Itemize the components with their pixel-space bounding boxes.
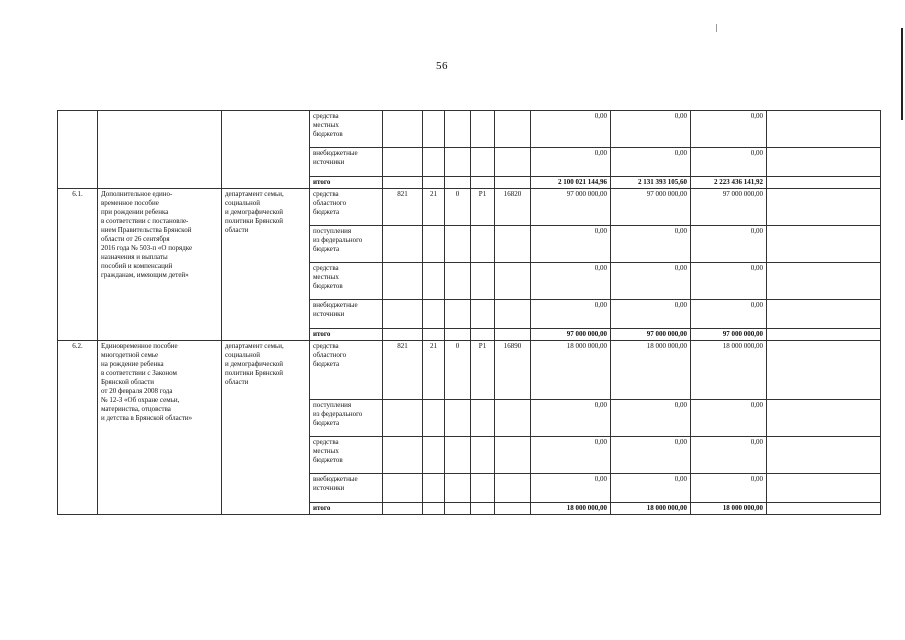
amount-year-1: 18 000 000,00 (531, 341, 611, 400)
total-label: итого (310, 329, 383, 341)
amount-year-1: 0,00 (531, 111, 611, 148)
amount-year-2: 0,00 (611, 400, 691, 437)
page-number: 56 (436, 60, 448, 72)
total-label: итого (310, 177, 383, 189)
amount-year-2: 0,00 (611, 226, 691, 263)
total-year-2: 97 000 000,00 (611, 329, 691, 341)
funding-source: средства местных бюджетов (310, 437, 383, 474)
amount-year-3: 97 000 000,00 (691, 189, 767, 226)
item-name: Единовременное пособие многодетной семье на рождение ребенка в соответствии с Законом Брянской области от 20 февраля 2008 года № 12-З «Об охране семьи, материнства, отцовства и детства в Брянской области» (98, 341, 222, 515)
total-year-2: 18 000 000,00 (611, 503, 691, 515)
amount-year-1: 0,00 (531, 148, 611, 177)
amount-year-1: 0,00 (531, 474, 611, 503)
funding-source: средства областного бюджета (310, 189, 383, 226)
funding-source: средства областного бюджета (310, 341, 383, 400)
code-grbs: 821 (383, 341, 423, 400)
funding-source: внебюджетные источники (310, 474, 383, 503)
amount-year-2: 0,00 (611, 474, 691, 503)
funding-source: внебюджетные источники (310, 300, 383, 329)
scan-tick-mark (716, 24, 717, 32)
funding-source: средства местных бюджетов (310, 263, 383, 300)
funding-source: поступления из федерального бюджета (310, 400, 383, 437)
amount-year-2: 0,00 (611, 437, 691, 474)
code-ts1: P1 (471, 189, 495, 226)
total-year-3: 18 000 000,00 (691, 503, 767, 515)
funding-source: поступления из федерального бюджета (310, 226, 383, 263)
amount-year-1: 0,00 (531, 437, 611, 474)
amount-year-2: 97 000 000,00 (611, 189, 691, 226)
code-ts2: 16890 (495, 341, 531, 400)
amount-year-2: 0,00 (611, 263, 691, 300)
amount-year-3: 0,00 (691, 474, 767, 503)
table-row (58, 341, 881, 400)
total-year-2: 2 131 393 105,60 (611, 177, 691, 189)
item-id-cell (58, 111, 98, 189)
amount-year-2: 0,00 (611, 148, 691, 177)
code-rz: 21 (423, 189, 445, 226)
code-pr: 0 (445, 189, 471, 226)
amount-year-3: 18 000 000,00 (691, 341, 767, 400)
code-ts1: P1 (471, 341, 495, 400)
total-year-3: 2 223 436 141,92 (691, 177, 767, 189)
amount-year-3: 0,00 (691, 263, 767, 300)
amount-year-2: 0,00 (611, 300, 691, 329)
total-year-1: 2 100 021 144,96 (531, 177, 611, 189)
amount-year-1: 0,00 (531, 226, 611, 263)
funding-source: средства местных бюджетов (310, 111, 383, 148)
code-rz: 21 (423, 341, 445, 400)
budget-table (57, 110, 881, 515)
code-grbs: 821 (383, 189, 423, 226)
amount-year-3: 0,00 (691, 437, 767, 474)
total-year-3: 97 000 000,00 (691, 329, 767, 341)
scan-edge-mark (901, 28, 903, 120)
amount-year-2: 18 000 000,00 (611, 341, 691, 400)
total-label: итого (310, 503, 383, 515)
amount-year-3: 0,00 (691, 148, 767, 177)
item-id: 6.1. (58, 189, 98, 341)
amount-year-1: 97 000 000,00 (531, 189, 611, 226)
code-pr: 0 (445, 341, 471, 400)
table-row (58, 111, 881, 148)
amount-year-3: 0,00 (691, 300, 767, 329)
amount-year-1: 0,00 (531, 263, 611, 300)
amount-year-1: 0,00 (531, 400, 611, 437)
item-name: Дополнительное едино- временное пособие при рождении ребенка в соответствии с постановле- нием Правительства Брянской области от 26 сентября 2016 года № 503-п «О порядке назначения и выплаты пособий и компенсаций гражданам, имеющим детей» (98, 189, 222, 341)
amount-year-1: 0,00 (531, 300, 611, 329)
amount-year-2: 0,00 (611, 111, 691, 148)
total-year-1: 18 000 000,00 (531, 503, 611, 515)
amount-year-3: 0,00 (691, 400, 767, 437)
amount-year-3: 0,00 (691, 226, 767, 263)
executor: департамент семьи, социальной и демографической политики Брянской области (222, 189, 310, 341)
code-ts2: 16820 (495, 189, 531, 226)
item-name-cell (98, 111, 222, 189)
item-id: 6.2. (58, 341, 98, 515)
total-year-1: 97 000 000,00 (531, 329, 611, 341)
table-row (58, 189, 881, 226)
executor-cell (222, 111, 310, 189)
executor: департамент семьи, социальной и демографической политики Брянской области (222, 341, 310, 515)
amount-year-3: 0,00 (691, 111, 767, 148)
funding-source: внебюджетные источники (310, 148, 383, 177)
